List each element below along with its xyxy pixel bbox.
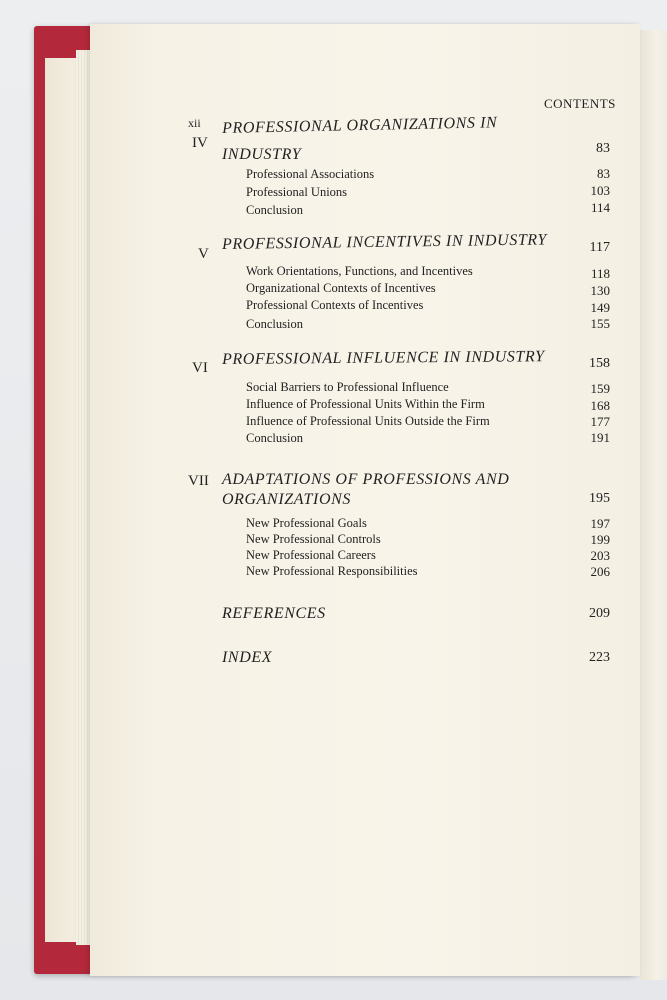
page-folio: xii	[188, 116, 201, 130]
section-title: New Professional Goals	[246, 516, 367, 530]
section-title: Professional Associations	[246, 167, 375, 181]
section-page-number: 103	[590, 183, 610, 198]
chapter-number: VI	[192, 360, 208, 376]
contents-page	[90, 24, 640, 976]
chapter-page-number: 195	[589, 491, 610, 506]
section-page-number: 203	[590, 548, 610, 563]
section-title: Professional Contexts of Incentives	[246, 298, 424, 312]
section-title: Conclusion	[246, 203, 303, 217]
chapter-page-number: 117	[589, 240, 610, 255]
running-head: CONTENTS	[544, 96, 616, 111]
section-title: Work Orientations, Functions, and Incentives	[246, 264, 473, 278]
back-matter-title-index: INDEX	[222, 649, 273, 666]
section-title: New Professional Controls	[246, 532, 381, 546]
section-page-number: 83	[597, 166, 610, 181]
section-title: New Professional Responsibilities	[246, 564, 418, 578]
chapter-page-number: 83	[596, 141, 610, 156]
section-title: Professional Unions	[246, 185, 348, 199]
chapter-title-line: PROFESSIONAL INFLUENCE IN INDUSTRY	[222, 348, 545, 368]
section-page-number: 168	[590, 398, 610, 413]
back-matter-title-references: REFERENCES	[222, 605, 326, 622]
section-page-number: 191	[590, 430, 610, 445]
chapter-number: V	[198, 246, 209, 262]
chapter-number: VII	[188, 473, 209, 489]
section-page-number: 199	[590, 532, 610, 547]
section-page-number: 114	[590, 200, 610, 215]
section-title: Conclusion	[246, 431, 303, 445]
section-title: Conclusion	[246, 317, 303, 331]
section-page-number: 118	[590, 266, 610, 281]
chapter-title-line: INDUSTRY	[222, 146, 302, 163]
chapter-title-line: ORGANIZATIONS	[222, 491, 351, 508]
back-matter-page-number: 223	[589, 650, 610, 665]
section-title: Influence of Professional Units Within the Firm	[246, 397, 485, 411]
section-page-number: 159	[590, 381, 610, 396]
section-title: Influence of Professional Units Outside the Firm	[246, 414, 490, 428]
section-page-number: 130	[590, 283, 610, 298]
section-page-number: 206	[590, 564, 610, 579]
right-page-edge	[640, 30, 667, 980]
section-page-number: 155	[590, 316, 610, 331]
section-title: Organizational Contexts of Incentives	[246, 281, 436, 295]
section-page-number: 149	[590, 300, 610, 315]
chapter-title-line: ADAPTATIONS OF PROFESSIONS AND	[222, 471, 510, 488]
back-matter-page-number: 209	[589, 606, 610, 621]
chapter-title-line: PROFESSIONAL INCENTIVES IN INDUSTRY	[222, 231, 548, 253]
chapter-page-number: 158	[589, 356, 610, 371]
section-title: New Professional Careers	[246, 548, 376, 562]
section-page-number: 177	[590, 414, 610, 429]
section-title: Social Barriers to Professional Influence	[246, 380, 449, 394]
chapter-title-line: PROFESSIONAL ORGANIZATIONS IN	[222, 114, 498, 137]
section-page-number: 197	[590, 516, 610, 531]
chapter-number: IV	[192, 135, 208, 151]
